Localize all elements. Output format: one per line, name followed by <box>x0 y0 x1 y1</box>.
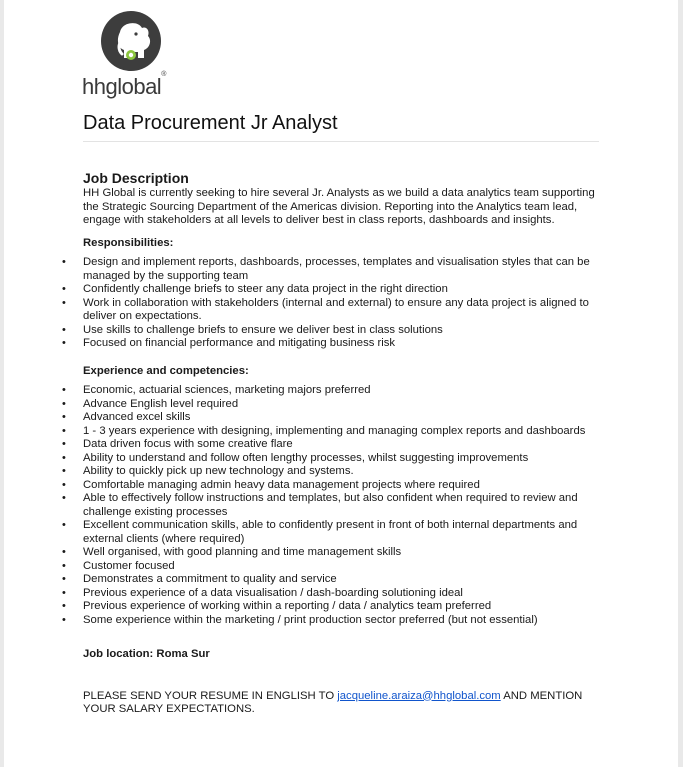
contact-prefix: PLEASE SEND YOUR RESUME IN ENGLISH TO <box>83 689 338 702</box>
list-item: • Use skills to challenge briefs to ensure we deliver best in class solutions <box>83 324 603 338</box>
list-item: • Previous experience of working within a reporting / data / analytics team preferred <box>83 600 603 614</box>
list-item: • Some experience within the marketing / print production sector preferred (but not essential) <box>83 614 603 628</box>
list-item: • Confidently challenge briefs to steer any data project in the right direction <box>83 283 603 297</box>
list-item: • 1 - 3 years experience with designing, implementing and managing complex reports and dashboards <box>83 425 603 439</box>
list-item: • Ability to quickly pick up new technology and systems. <box>83 465 603 479</box>
contact-instructions <box>83 690 603 717</box>
contact-email-link[interactable]: jacqueline.araiza@hhglobal.com <box>337 689 501 702</box>
list-item: • Excellent communication skills, able to confidently present in front of both internal departments and external clients (where required) <box>83 519 603 546</box>
responsibilities-list <box>83 256 603 351</box>
list-item: • Work in collaboration with stakeholders (internal and external) to ensure any data project is aligned to deliver on expectations. <box>83 297 603 324</box>
list-item: • Well organised, with good planning and time management skills <box>83 546 603 560</box>
job-content <box>83 170 603 717</box>
list-item: • Customer focused <box>83 560 603 574</box>
job-description-text: HH Global is currently seeking to hire several Jr. Analysts as we build a data analytics team supporting the Strategic Sourcing Department of the Americas division. Reporting into the Analytics team lead, engage with stakeholders at all levels to deliver best in class reports, dashboards and insights. <box>83 187 595 226</box>
list-item: • Comfortable managing admin heavy data management projects where required <box>83 479 603 493</box>
document-page <box>4 0 678 767</box>
job-location: Job location: Roma Sur <box>83 648 210 660</box>
logo-wordmark: hhglobal® <box>82 70 166 99</box>
list-item: • Demonstrates a commitment to quality and service <box>83 573 603 587</box>
list-item: • Data driven focus with some creative flare <box>83 438 603 452</box>
list-item: • Ability to understand and follow often lengthy processes, whilst suggesting improvements <box>83 452 603 466</box>
list-item: • Focused on financial performance and mitigating business risk <box>83 337 603 351</box>
list-item: • Advance English level required <box>83 398 603 412</box>
list-item: • Design and implement reports, dashboards, processes, templates and visualisation styles that can be managed by the supporting team <box>83 256 603 283</box>
list-item: • Able to effectively follow instructions and templates, but also confident when required to review and challenge existing processes <box>83 492 603 519</box>
job-description-heading: Job Description <box>83 170 189 186</box>
list-item: • Economic, actuarial sciences, marketing majors preferred <box>83 384 603 398</box>
list-item: • Previous experience of a data visualisation / dash-boarding solutioning ideal <box>83 587 603 601</box>
contact-suffix: AND MENTION YOUR SALARY EXPECTATIONS. <box>83 689 583 715</box>
experience-list <box>83 384 603 627</box>
job-title: Data Procurement Jr Analyst <box>83 112 599 142</box>
hh-global-logo <box>82 8 182 100</box>
elephant-logo-icon <box>100 10 162 72</box>
list-item: • Advanced excel skills <box>83 411 603 425</box>
responsibilities-heading: Responsibilities: <box>83 236 174 249</box>
experience-heading: Experience and competencies: <box>83 364 249 377</box>
